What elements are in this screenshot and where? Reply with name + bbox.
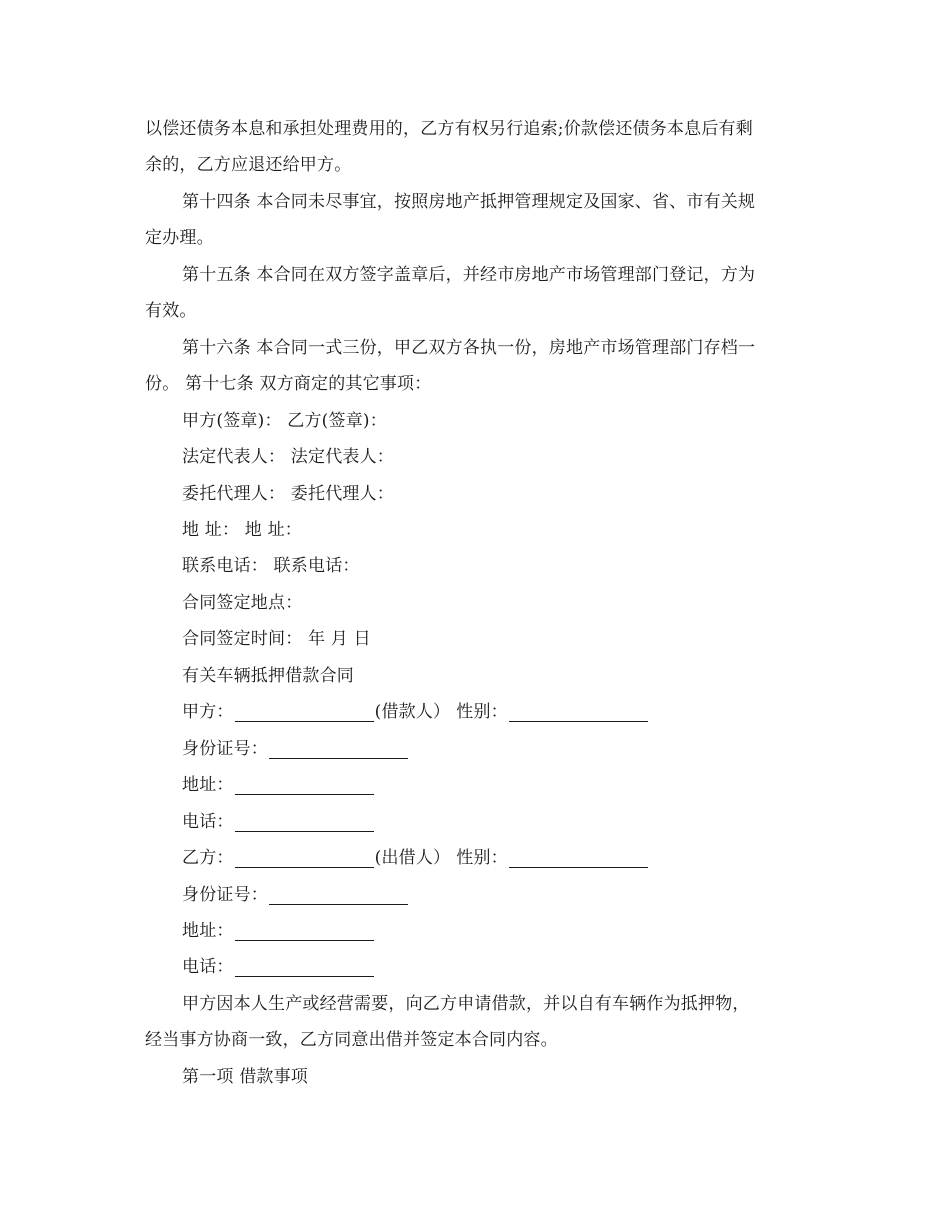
party-b-role: (出借人）: [374, 848, 451, 868]
article-16-17-line: 份。 第十七条 双方商定的其它事项：: [145, 374, 432, 394]
party-b-label: 乙方：: [182, 848, 234, 868]
party-b-row: [182, 848, 649, 868]
signature-phone: 联系电话： 联系电话：: [182, 556, 360, 576]
signature-legal-rep: 法定代表人： 法定代表人：: [182, 447, 395, 467]
party-b-address-row: [182, 921, 375, 941]
party-a-phone-blank: [235, 813, 374, 832]
party-a-row: [182, 702, 649, 722]
party-b-address-blank: [235, 922, 374, 941]
party-b-phone-row: [182, 957, 375, 977]
party-b-gender-label: 性别：: [456, 848, 508, 868]
item-1-heading: 第一项 借款事项: [182, 1067, 309, 1087]
signature-agent: 委托代理人： 委托代理人：: [182, 484, 395, 504]
party-a-address-blank: [235, 776, 374, 795]
signature-time: 合同签定时间： 年 月 日: [182, 629, 371, 649]
party-a-name-blank: [235, 703, 374, 722]
party-a-label: 甲方：: [182, 702, 234, 722]
party-b-phone-label: 电话：: [182, 957, 234, 977]
signature-party: 甲方(签章)： 乙方(签章)：: [182, 411, 387, 431]
party-b-name-blank: [235, 849, 374, 868]
party-a-address-row: [182, 775, 375, 795]
party-a-id-row: [182, 739, 409, 759]
party-b-id-blank: [269, 886, 408, 905]
party-a-id-blank: [269, 740, 408, 759]
party-b-gender-blank: [509, 849, 648, 868]
party-a-phone-label: 电话：: [182, 812, 234, 832]
paragraph-line: 余的，乙方应退还给甲方。: [145, 155, 352, 175]
paragraph-line: 以偿还债务本息和承担处理费用的，乙方有权另行追索;价款偿还债务本息后有剩: [145, 119, 753, 139]
party-a-gender-label: 性别：: [456, 702, 508, 722]
party-b-phone-blank: [235, 958, 374, 977]
party-a-phone-row: [182, 812, 375, 832]
article-14-line: 定办理。: [145, 228, 214, 248]
article-14-line: 第十四条 本合同未尽事宜，按照房地产抵押管理规定及国家、省、市有关规: [182, 192, 756, 212]
article-15-line: 第十五条 本合同在双方签字盖章后，并经市房地产市场管理部门登记，方为: [182, 265, 756, 285]
article-16-line: 第十六条 本合同一式三份，甲乙双方各执一份，房地产市场管理部门存档一: [182, 338, 756, 358]
party-b-id-row: [182, 885, 409, 905]
article-15-line: 有效。: [145, 301, 197, 321]
contract-title: 有关车辆抵押借款合同: [182, 666, 354, 686]
party-b-address-label: 地址：: [182, 921, 234, 941]
party-a-id-label: 身份证号：: [182, 739, 268, 759]
party-b-id-label: 身份证号：: [182, 885, 268, 905]
signature-place: 合同签定地点：: [182, 593, 303, 613]
party-a-gender-blank: [509, 703, 648, 722]
party-a-address-label: 地址：: [182, 775, 234, 795]
intro-line: 经当事方协商一致，乙方同意出借并签定本合同内容。: [145, 1030, 558, 1050]
intro-line: 甲方因本人生产或经营需要，向乙方申请借款，并以自有车辆作为抵押物，: [182, 994, 750, 1014]
party-a-role: (借款人）: [374, 702, 451, 722]
signature-address: 地 址： 地 址：: [182, 520, 303, 540]
